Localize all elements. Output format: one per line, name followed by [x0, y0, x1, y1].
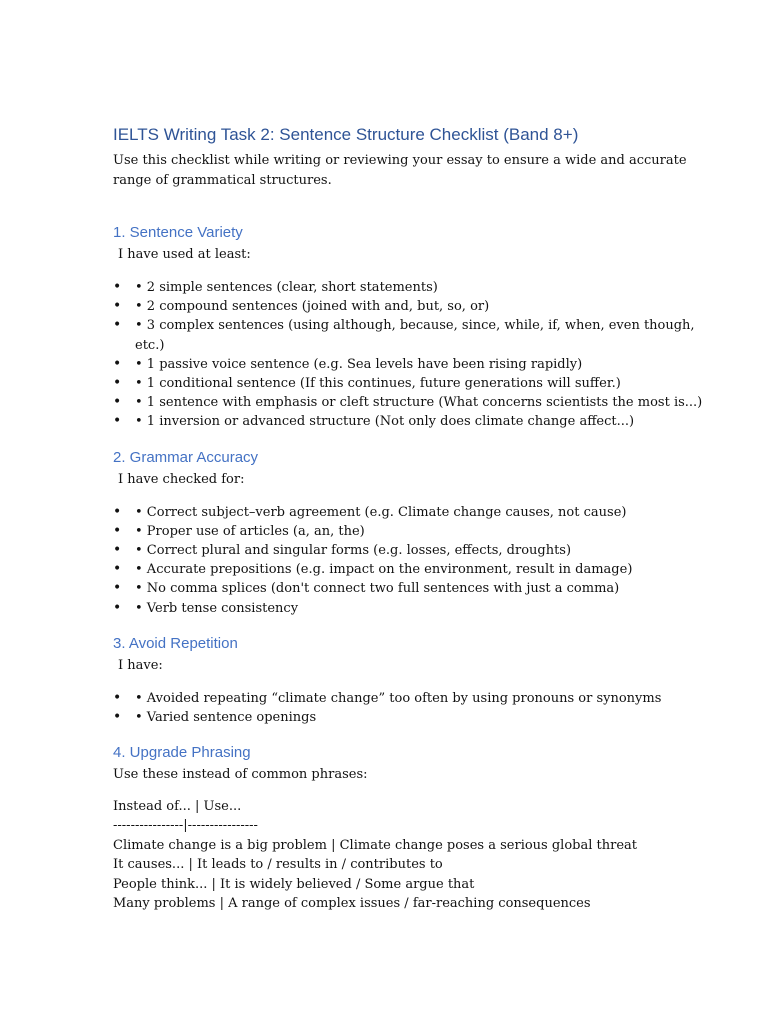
bullet-icon: •: [113, 599, 122, 616]
list-item: • • Correct subject–verb agreement (e.g. Climate change causes, not cause): [113, 503, 713, 522]
bullet-icon: •: [113, 298, 122, 315]
list-item: • • Accurate prepositions (e.g. impact on the environment, result in damage): [113, 560, 713, 579]
section-lead-upgrade-phrasing: Use these instead of common phrases:: [113, 767, 368, 783]
section-lead-grammar-accuracy: I have checked for:: [118, 471, 245, 487]
checklist-sentence-variety: [113, 278, 713, 432]
list-item: • • 1 passive voice sentence (e.g. Sea levels have been rising rapidly): [113, 355, 713, 374]
list-item: • • Correct plural and singular forms (e.g. losses, effects, droughts): [113, 541, 713, 560]
bullet-icon: •: [113, 522, 122, 539]
list-item: • • No comma splices (don't connect two full sentences with just a comma): [113, 579, 713, 598]
bullet-icon: •: [113, 375, 122, 392]
list-item: • • 2 simple sentences (clear, short statements): [113, 278, 713, 297]
section-lead-avoid-repetition: I have:: [118, 657, 163, 673]
bullet-icon: •: [113, 689, 122, 706]
list-item: • • 1 sentence with emphasis or cleft structure (What concerns scientists the most is...): [113, 393, 713, 412]
bullet-icon: •: [113, 503, 122, 520]
bullet-icon: •: [113, 542, 122, 559]
bullet-icon: •: [113, 355, 122, 372]
phrasing-table-row: Many problems | A range of complex issues / far-reaching consequences: [113, 896, 591, 912]
list-item: • • Avoided repeating “climate change” too often by using pronouns or synonyms: [113, 689, 713, 708]
section-heading-upgrade-phrasing: 4. Upgrade Phrasing: [113, 744, 251, 762]
phrasing-table-row: People think... | It is widely believed / Some argue that: [113, 876, 475, 892]
list-item: • • 3 complex sentences (using although, because, since, while, if, when, even though, etc.): [113, 317, 695, 353]
bullet-icon: •: [113, 580, 122, 597]
checklist-grammar-accuracy: [113, 503, 713, 618]
phrasing-table-rule: ----------------|----------------: [113, 818, 258, 834]
list-item: • • 1 conditional sentence (If this continues, future generations will suffer.): [113, 374, 713, 393]
bullet-icon: •: [113, 394, 122, 411]
section-heading-grammar-accuracy: 2. Grammar Accuracy: [113, 448, 259, 466]
section-heading-avoid-repetition: 3. Avoid Repetition: [113, 634, 238, 652]
phrasing-table-header: Instead of... | Use...: [113, 798, 242, 814]
document-page: [113, 124, 713, 914]
list-item: • • 2 compound sentences (joined with and, but, so, or): [113, 297, 713, 316]
bullet-icon: •: [113, 317, 122, 334]
bullet-icon: •: [113, 709, 122, 726]
section-lead-sentence-variety: I have used at least:: [118, 247, 251, 262]
bullet-icon: •: [113, 279, 122, 295]
document-title: IELTS Writing Task 2: Sentence Structure Checklist (Band 8+): [113, 125, 579, 144]
bullet-icon: •: [113, 413, 122, 430]
list-item: • • Verb tense consistency: [113, 599, 713, 618]
section-heading-sentence-variety: 1. Sentence Variety: [113, 224, 243, 241]
phrasing-table-row: Climate change is a big problem | Climate change poses a serious global threat: [113, 837, 637, 853]
phrasing-table-row: It causes... | It leads to / results in / contributes to: [113, 857, 443, 873]
phrasing-table: [113, 797, 713, 914]
list-item: • • Varied sentence openings: [113, 708, 713, 727]
checklist-avoid-repetition: [113, 689, 713, 727]
list-item: • • 1 inversion or advanced structure (Not only does climate change affect...): [113, 412, 713, 431]
list-item: • • Proper use of articles (a, an, the): [113, 522, 713, 541]
intro-paragraph: Use this checklist while writing or reviewing your essay to ensure a wide and accurate range of grammatical structures.: [113, 153, 687, 188]
bullet-icon: •: [113, 561, 122, 578]
